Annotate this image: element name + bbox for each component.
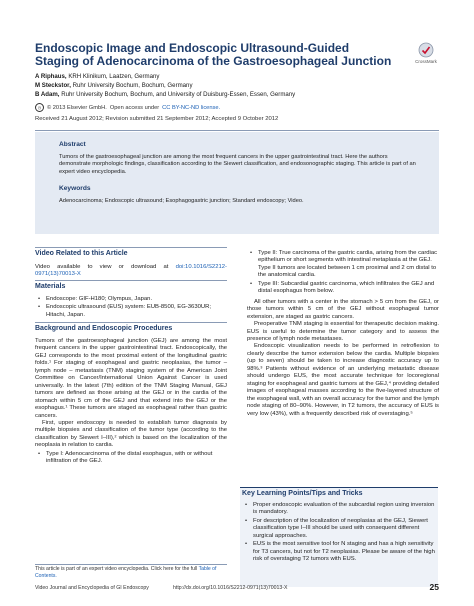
crossmark-label: CrossMark — [415, 59, 437, 64]
divider — [35, 564, 227, 565]
license-text: Open access under — [109, 104, 160, 111]
video-heading: Video Related to this Article — [35, 250, 128, 257]
crossmark-logo[interactable] — [406, 42, 446, 64]
keywords-text: Adenocarcinoma; Endoscopic ultrasound; Esophagogastric junction; Standard endoscopy; Video. — [59, 198, 304, 205]
materials-list — [35, 296, 227, 320]
copyright-icon: ◷ — [35, 103, 44, 112]
footer-doi[interactable]: http://dx.doi.org/10.1016/S2212-0971(13)70013-X — [173, 585, 288, 591]
video-doi-link[interactable]: doi:10.1016/S2212-0971(13)70013-X — [35, 264, 227, 278]
divider — [35, 322, 227, 323]
list-item: • Endoscopic ultrasound (EUS) system: EUB-8500, EG-3630UR; Hitachi, Japan. — [35, 304, 227, 319]
keywords-heading: Keywords — [59, 185, 91, 193]
paragraph: All other tumors with a center in the stomach > 5 cm from the GEJ, or those tumors within 5 cm of the GEJ without esophageal tumor extension, are staged as gastric cancers. — [247, 298, 439, 320]
received-dates: Received 21 August 2012; Revision submitted 21 September 2012; Accepted 9 October 2012 — [35, 116, 279, 122]
background-heading: Background and Endoscopic Procedures — [35, 325, 173, 332]
author-line — [35, 81, 455, 90]
paragraph: Preoperative TNM staging is essential for therapeutic decision making. EUS is useful to determine the tumor category and to assess the presence of lymph node metastases. — [247, 321, 439, 342]
author-name: M Steckstor, — [35, 82, 71, 89]
page-footer — [35, 582, 439, 592]
author-list — [35, 72, 455, 99]
license-line — [35, 103, 455, 112]
key-points-list — [240, 497, 438, 564]
author-affiliation: Ruhr University Bochum, Bochum, and University of Duisburg-Essen, Essen, Germany — [61, 91, 296, 98]
list-item: • Type II: True carcinoma of the gastric cardia, arising from the cardiac epithelium or short segments with intestinal metaplasia at the GEJ. Type II tumors are located between 1 cm proximal and 2 cm distal to the anatomical cardia. — [247, 250, 439, 280]
key-points-box — [240, 487, 438, 587]
list-item: • EUS is the most sensitive tool for N staging and has a high sensitivity for T3 cancers, but not for T2 neoplasias. Please be aware of the high risk of overstaging T2 tumors with EUS. — [242, 541, 436, 563]
journal-name: Video Journal and Encyclopedia of GI Endoscopy — [35, 585, 149, 591]
author-name: A Riphaus, — [35, 73, 67, 80]
divider — [35, 130, 439, 131]
video-paragraph — [35, 264, 227, 279]
paragraph: Endoscopic visualization needs to be performed in retroflexion to clearly describe the tumor extension below the cardia. Multiple biopsies (up to seven) should be taken to increase diagnostic accuracy up to 98%.³ Patients without evidence of an underlying metastatic disease should undergo EUS, the most accurate technique for locoregional staging for esophageal and gastric tumors at the GEJ,⁴ providing detailed images of esophageal masses according to the five-layered structure of the esophageal wall, with an overall accuracy for the tumor and the lymph node staging of 80–90%. However, in T2 tumors, the accuracy of EUS is very low (43%), with a frequently described risk of overstaging.⁵ — [247, 343, 439, 417]
author-line — [35, 72, 455, 81]
key-points-heading: Key Learning Points/Tips and Tricks — [242, 490, 363, 497]
background-text — [35, 338, 227, 467]
list-item: • Proper endoscopic evaluation of the subcardial region using inversion is mandatory. — [242, 502, 436, 517]
video-text: Video available to view or download at — [35, 264, 169, 270]
page-number: 25 — [429, 582, 439, 592]
license-link[interactable]: CC BY-NC-ND license. — [162, 104, 221, 111]
author-line — [35, 90, 455, 99]
abstract-heading: Abstract — [59, 141, 86, 148]
list-item: • Type I: Adenocarcinoma of the distal esophagus, with or without infiltration of the GEJ. — [35, 451, 227, 466]
author-affiliation: KRH Klinikum, Laatzen, Germany — [68, 73, 160, 80]
list-item: • Endoscope: GIF-H180; Olympus, Japan. — [35, 296, 227, 303]
toc-link[interactable]: Table of Contents. — [35, 566, 217, 579]
author-affiliation: Ruhr University Bochum, Bochum, Germany — [72, 82, 193, 89]
abstract-box — [35, 132, 439, 234]
copyright-text: © 2013 Elsevier GmbH. — [47, 104, 107, 111]
footnote — [35, 566, 227, 579]
right-column-text — [247, 250, 439, 418]
divider — [35, 280, 227, 281]
list-item: • For description of the localization of neoplasias at the GEJ, Siewert classification type I–III should be used with consequent different surgical approaches. — [242, 518, 436, 540]
paragraph: Tumors of the gastroesophageal junction (GEJ) are among the most frequent cancers in the upper gastrointestinal tract. Endoscopically, the GEJ corresponds to the most proximal extent of the longitudinal gastric folds.¹ For staging of esophageal and gastric neoplasias, the tumor – lymph node – metastasis (TNM) staging system of the American Joint Committee on Cancer/International Union Against Cancer is used universally. In the latest (7th) edition of the TNM Staging Manual, GEJ tumors are defined as those arising at the GEJ or in the cardia of the stomach within 5 cm of the GEJ and that extend into the GEJ or the esophagus.¹ These tumors are staged as esophageal rather than gastric cancers. — [35, 338, 227, 419]
materials-heading: Materials — [35, 283, 66, 290]
abstract-text: Tumors of the gastroesophageal junction are among the most frequent cancers in the upper gastrointestinal tract. Here the authors demonstrate morphologic findings, classification according to the Siewert classification, and endosonographic staging. This article is part of an expert video encyclopedia. — [59, 154, 416, 175]
footnote-text: This article is part of an expert video encyclopedia. Click here for the full — [35, 566, 198, 572]
paragraph: First, upper endoscopy is needed to establish tumor diagnosis by multiple biopsies and classification of the tumor type (according to the classification by Siewert I–III),² which is based on the localization of the neoplasia in relation to cardia. — [35, 419, 227, 449]
crossmark-icon — [418, 42, 434, 58]
article-title: Endoscopic Image and Endoscopic Ultrasound-Guided Staging of Adenocarcinoma of the Gastroesophageal Junction — [35, 41, 392, 68]
list-item: • Type III: Subcardial gastric carcinoma, which infiltrates the GEJ and distal esophagus from below. — [247, 281, 439, 296]
divider — [35, 247, 227, 248]
author-name: B Adam, — [35, 91, 60, 98]
